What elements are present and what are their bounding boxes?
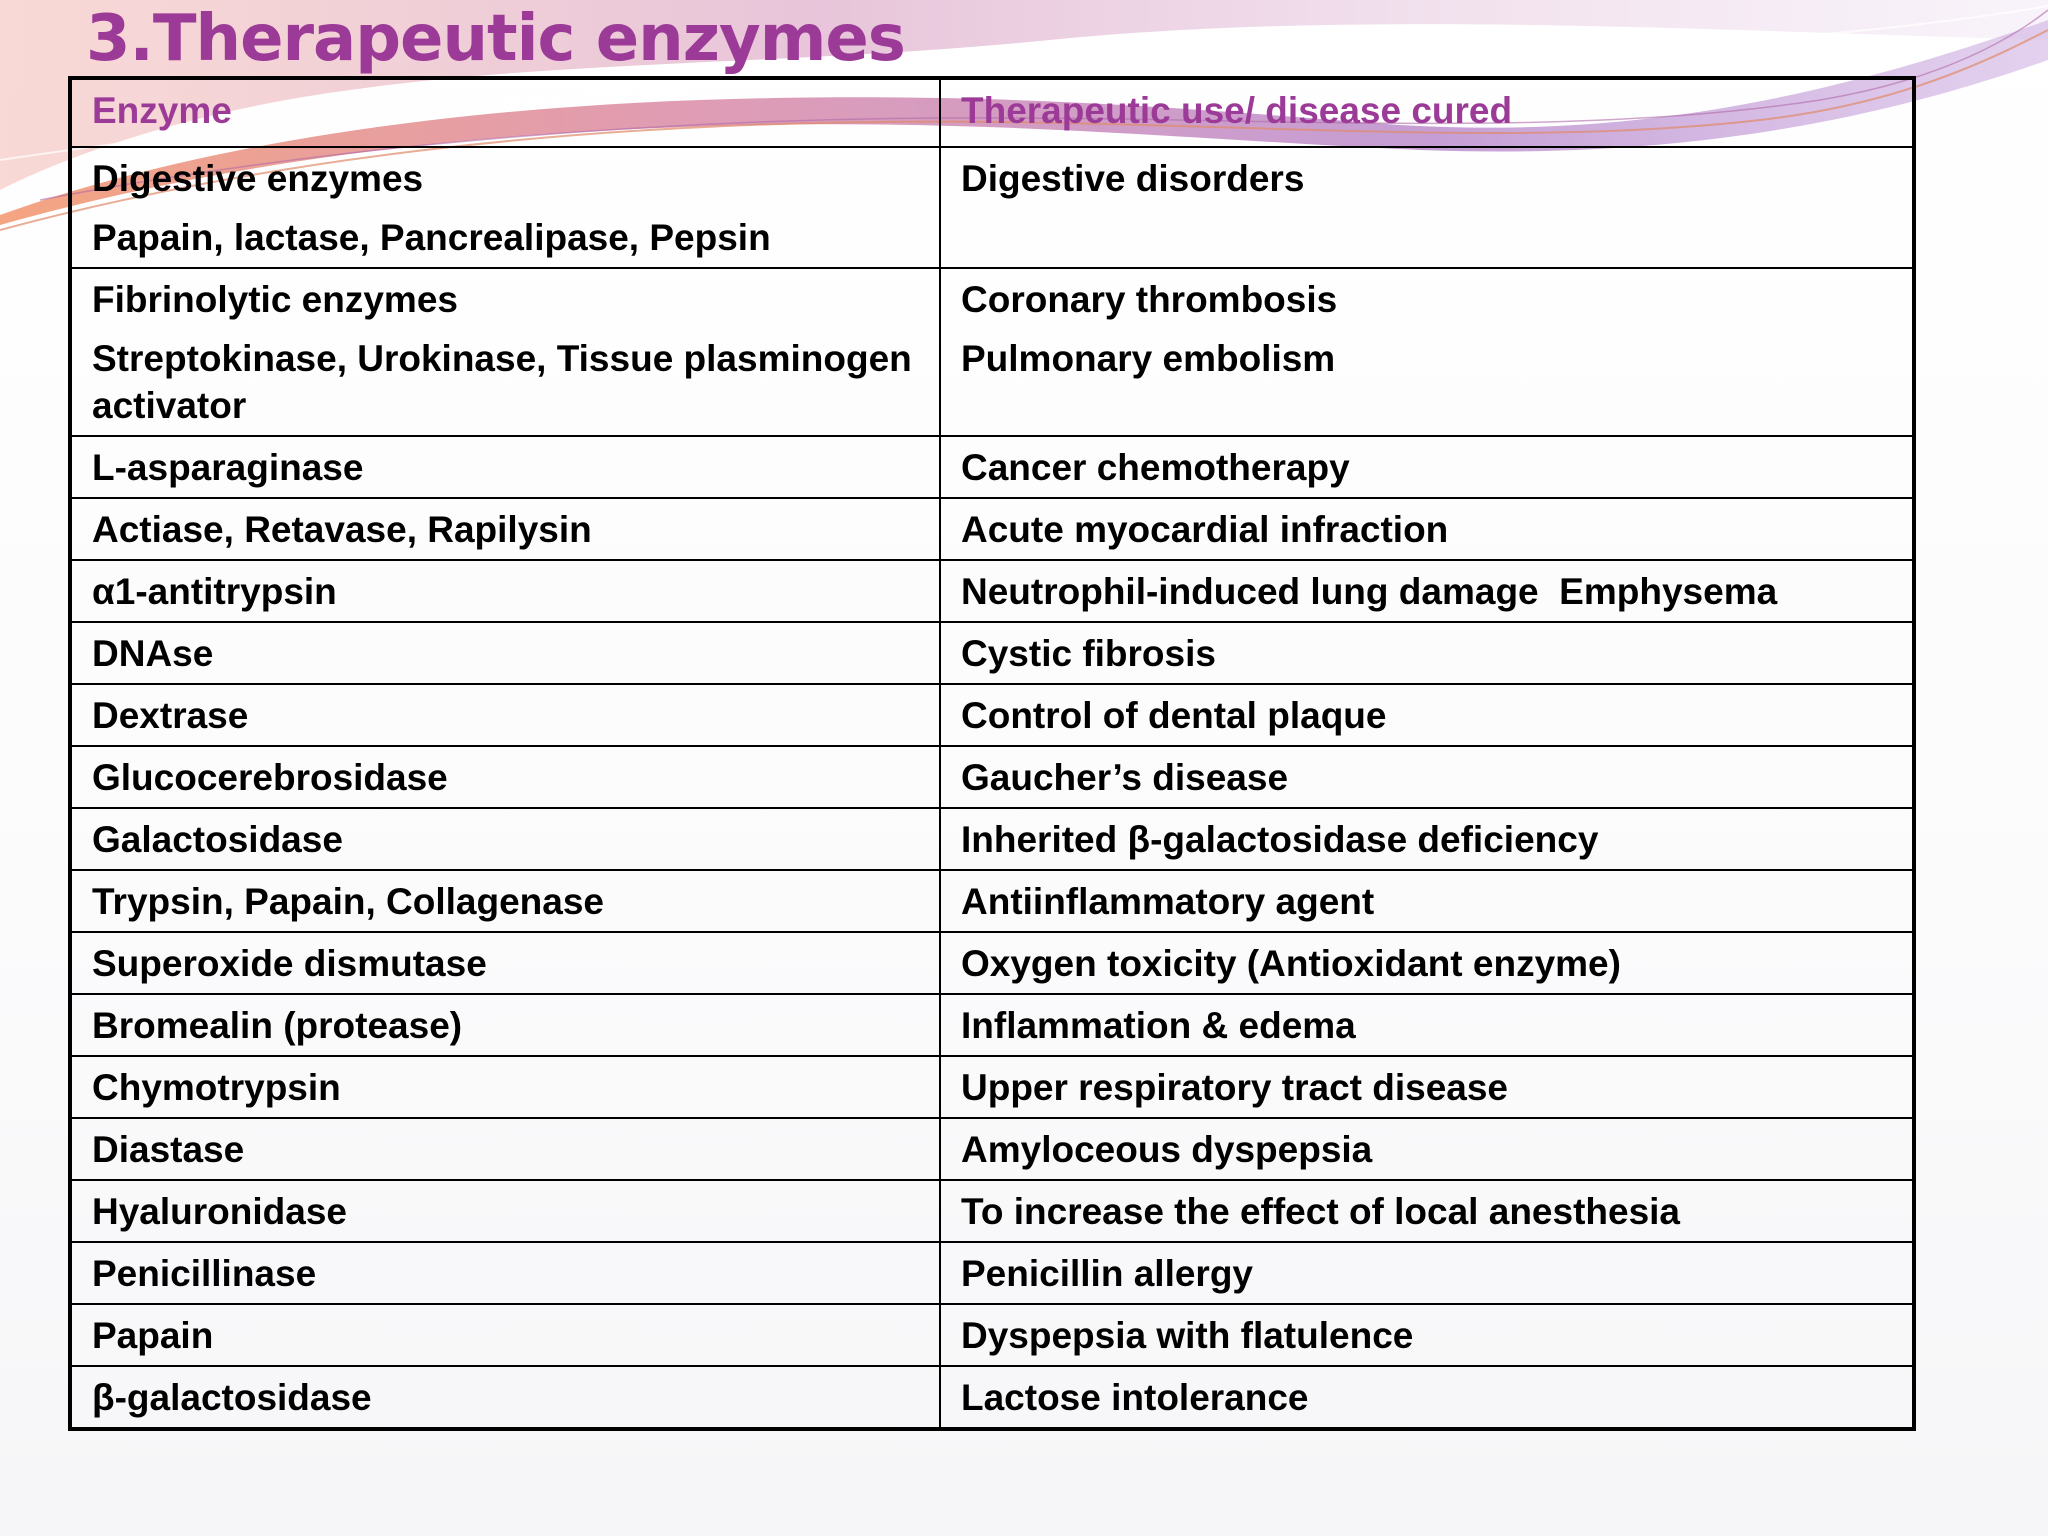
enzymes-table [68,76,1916,1431]
use-cell: Penicillin allergy [940,1242,1914,1304]
table-row [70,746,1914,808]
use-cell: Acute myocardial infraction [940,498,1914,560]
enzyme-cell: β-galactosidase [70,1366,940,1429]
enzyme-cell: Glucocerebrosidase [70,746,940,808]
enzyme-cell: Superoxide dismutase [70,932,940,994]
page-title: 3.Therapeutic enzymes [86,2,905,76]
header-enzyme: Enzyme [70,78,940,147]
header-therapeutic-use: Therapeutic use/ disease cured [940,78,1914,147]
table-row [70,1242,1914,1304]
use-cell: Gaucher’s disease [940,746,1914,808]
enzyme-cell: Galactosidase [70,808,940,870]
enzyme-cell [70,268,940,436]
table-row [70,498,1914,560]
use-text: Coronary thrombosis [961,279,1338,320]
use-text: Digestive disorders [961,158,1305,199]
use-detail: Pulmonary embolism [961,338,1336,379]
table-row [70,560,1914,622]
table-row [70,1180,1914,1242]
table-row [70,268,1914,436]
enzyme-cell: DNAse [70,622,940,684]
use-cell: To increase the effect of local anesthesia [940,1180,1914,1242]
enzyme-cell [70,147,940,268]
enzyme-cell: Hyaluronidase [70,1180,940,1242]
use-cell: Antiinflammatory agent [940,870,1914,932]
table-row [70,684,1914,746]
table-row [70,1118,1914,1180]
enzyme-name: Digestive enzymes [92,158,424,199]
table-header-row [70,78,1914,147]
enzyme-cell: Papain [70,1304,940,1366]
table-row [70,870,1914,932]
table-row [70,932,1914,994]
use-cell [940,268,1914,436]
enzyme-detail: Papain, lactase, Pancrealipase, Pepsin [92,217,771,258]
enzyme-cell: L-asparaginase [70,436,940,498]
enzyme-detail: Streptokinase, Urokinase, Tissue plasminogen activator [92,338,912,426]
use-cell: Neutrophil-induced lung damage Emphysema [940,560,1914,622]
use-cell: Control of dental plaque [940,684,1914,746]
use-cell: Cancer chemotherapy [940,436,1914,498]
enzyme-cell: Bromealin (protease) [70,994,940,1056]
table-row [70,1304,1914,1366]
table-row [70,622,1914,684]
use-cell [940,147,1914,268]
enzyme-cell: Penicillinase [70,1242,940,1304]
use-cell: Inherited β-galactosidase deficiency [940,808,1914,870]
table-row [70,1056,1914,1118]
use-cell: Inflammation & edema [940,994,1914,1056]
table-row [70,808,1914,870]
use-cell: Oxygen toxicity (Antioxidant enzyme) [940,932,1914,994]
use-cell: Cystic fibrosis [940,622,1914,684]
enzyme-cell: Diastase [70,1118,940,1180]
enzyme-cell: Chymotrypsin [70,1056,940,1118]
use-cell: Lactose intolerance [940,1366,1914,1429]
enzyme-cell: Trypsin, Papain, Collagenase [70,870,940,932]
table-row [70,1366,1914,1429]
enzyme-cell: Actiase, Retavase, Rapilysin [70,498,940,560]
table-row [70,436,1914,498]
table-row [70,994,1914,1056]
use-cell: Dyspepsia with flatulence [940,1304,1914,1366]
use-cell: Amyloceous dyspepsia [940,1118,1914,1180]
table-row [70,147,1914,268]
enzyme-cell: Dextrase [70,684,940,746]
enzyme-name: Fibrinolytic enzymes [92,279,458,320]
enzyme-cell: α1-antitrypsin [70,560,940,622]
use-cell: Upper respiratory tract disease [940,1056,1914,1118]
